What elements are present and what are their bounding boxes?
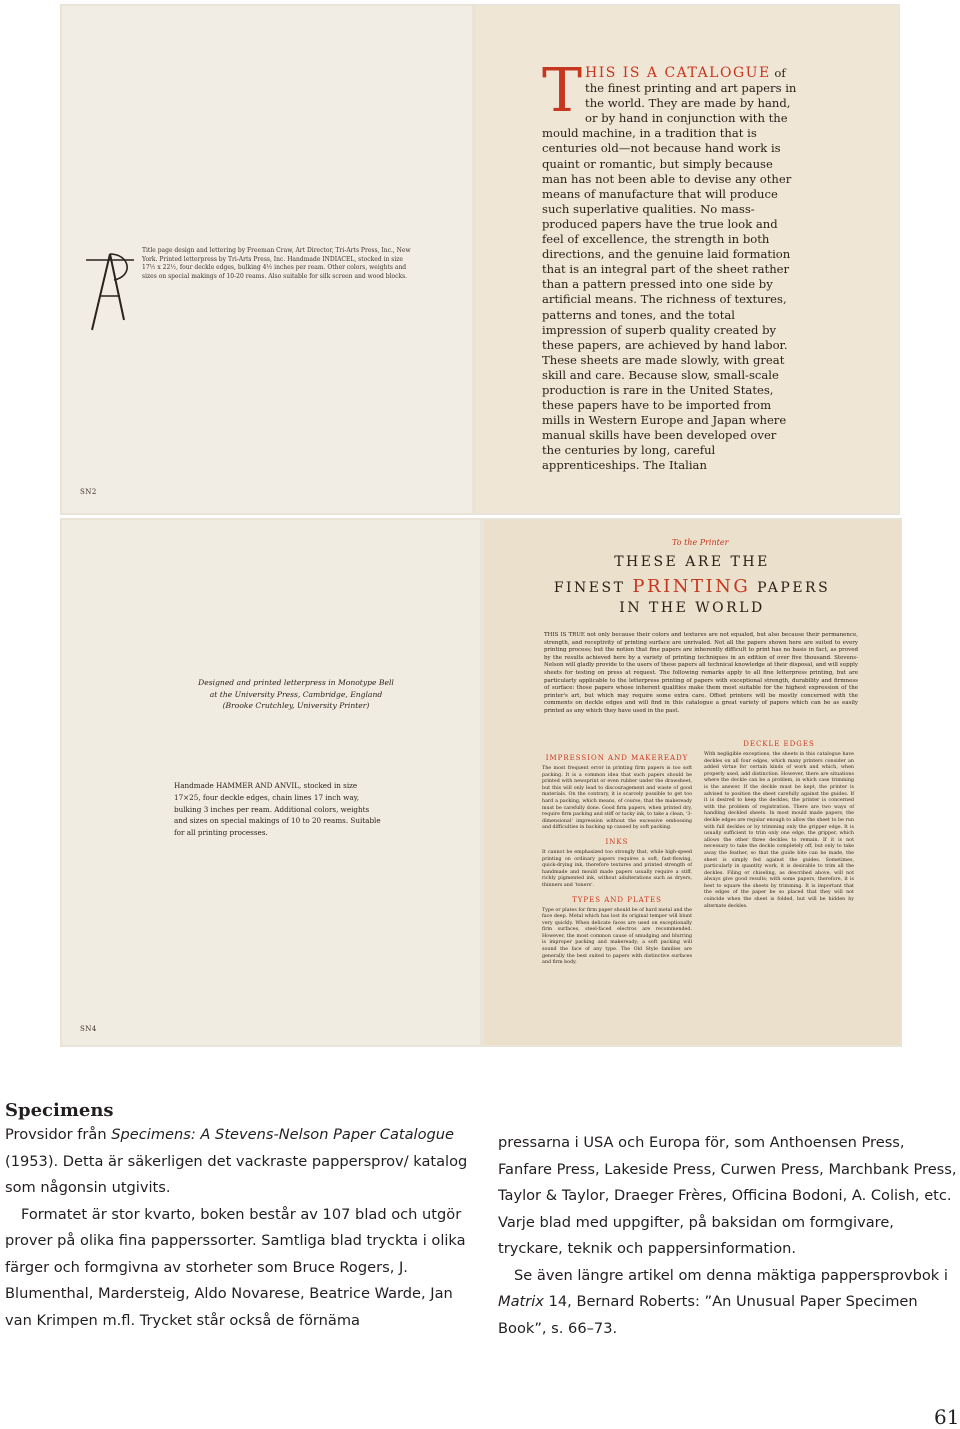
right-text-column bbox=[704, 740, 854, 910]
impression-heading: IMPRESSION AND MAKEREADY bbox=[545, 754, 689, 762]
colophon-body: Handmade HAMMER AND ANVIL, stocked in size 17×25, four deckle edges, chain lines 17 inch way, bulking 3 inches per ream. Additional colors, weights and sizes on special makings of 10 to 20 reams. Suitable for all printing processes. bbox=[174, 781, 381, 838]
headline-line-2 bbox=[484, 576, 900, 597]
spread1-left-page bbox=[62, 6, 472, 513]
caption-left-column bbox=[5, 1100, 475, 1334]
page-code: SN4 bbox=[80, 1025, 97, 1033]
intro-paragraph: THIS IS TRUE not only because their colors and textures are not equaled, but also because their permanence, strength, and receptivity of printing surface are unrivaled. Not all the papers shown here are suited to every printing process; but the notion that fine papers are inherently difficult to print has no basis in fact, as proved by the results achieved here by a variety of printing techniques in an edition of over five thousand. Stevens-Nelson will gladly provide to the users of these papers all technical knowledge at their disposal, and will supply sheets for testing on press at request. The following remarks apply to all fine letterpress printing, but are particularly applicable to the letterpress printing of papers with exceptional strength, durability and firmness of surface: those papers whose inherent qualities make them most suitable for the highest expression of the printer's art, but which may require some extra care. Offset printers will be mostly concerned with the comments on deckle edges and will find in this catalogue a great variety of papers which can be as easily printed as any which they have used in the past. bbox=[544, 632, 858, 714]
caption-paragraph-1 bbox=[5, 1122, 475, 1202]
tp-monogram-icon bbox=[84, 250, 136, 332]
headline-papers: PAPERS bbox=[757, 580, 831, 596]
left-text-column bbox=[542, 754, 692, 967]
catalogue-lead-text bbox=[542, 56, 798, 474]
caption-paragraph-4 bbox=[498, 1263, 958, 1343]
headline-printing: PRINTING bbox=[632, 576, 751, 597]
caption-title: Specimens bbox=[5, 1100, 114, 1121]
headline-line-3: IN THE WORLD bbox=[619, 600, 765, 616]
deckle-body: With negligible exceptions, the sheets in this catalogue have deckles on all four edges, which many printers consider an added virtue for certain kinds of work and which, when properly used, add distinction. However, there are situations where the deckle can be a problem, in which case trimming is the answer. If the deckle must be kept, the printer is advised to position the sheet carefully against the guides. If it is desired to keep the deckles, the printer is concerned with the problem of registration. There are two ways of handling deckled sheets. In most mould made papers, the deckle edges are regular enough to allow the sheet to be run with full deckles or by trimming only the gripper edge. It is usually sufficient to trim only one edge, the gripper, which allows the other three deckles to remain. If it is not necessary to take the deckle completely off, but only to take away the feather, so that the guide bite can be made, the sheet is simply fed against the guides. Sometimes, particularly in quantity work, it is desirable to trim all the deckles. Filing or chiseling, as described above, will not always give good results; with some papers, therefore, it is best to square the sheets by trimming. It is important that the edges of the paper be so placed that they will not coincide when the sheet is folded, but will be hidden by alternate deckles. bbox=[704, 752, 854, 909]
types-body: Type or plates for firm paper should be of hard metal and the face deep. Metal which has lost its original temper will blunt very quickly. When delicate faces are used on exceptionally firm surfaces, steel-faced electros are recommended. However, the most common cause of smudging and blurring is improper packing and makeready; a soft packing will sound the face of any type. The Old Style families are generally the best suited to papers with distinctive surfaces and firm body. bbox=[542, 907, 692, 966]
caption-text: Se även längre artikel om denna mäktiga pappersprovbok i bbox=[514, 1266, 948, 1284]
headline-line-1: THESE ARE THE bbox=[614, 554, 770, 570]
inks-body: It cannot be emphasized too strongly that, while high-speed printing on ordinary papers requires a soft, fast-flowing, quick-drying ink, therefore textures and printed strength of handmade and mould made papers usually require a stiff, richly pigmented ink, without adulterations such as dryers, thinners and 'toners'. bbox=[542, 849, 692, 888]
caption-text: (1953). Detta är säkerligen det vackraste pappersprov/ katalog som någonsin utgivits. bbox=[5, 1152, 468, 1196]
caption-paragraph-3: pressarna i USA och Europa för, som Anthoensen Press, Fanfare Press, Lakeside Press, Curwen Press, Marchbank Press, Taylor & Taylor, Draeger Frères, Officina Bodoni, A. Colish, etc. Varje blad med uppgifter, på baksidan om formgivare, tryckare, teknik och pappersinformation. bbox=[498, 1134, 957, 1257]
headline-finest: FINEST bbox=[553, 580, 626, 596]
impression-body: The most frequent error in printing firm papers is too soft packing. It is a common idea that such papers should be printed with newsprint or even rubber under the drawsheet, but this will only lead to discouragement and waste of good materials. On the contrary, it is scarcely possible to get too hard a packing, which means, of course, that the makeready must be carefully done. Good firm papers, when printed dry, require firm packing and stiff or tacky ink, to take a clean, '3-dimensional' impression without the excessive embossing and difficulties in backing up caused by soft packing. bbox=[542, 766, 692, 831]
colophon-text: Title page design and lettering by Freeman Craw, Art Director, Tri-Arts Press, Inc., New York. Printed letterpress by Tri-Arts Press, Inc. Handmade INDIACEL, stocked in size 17½ x 22½, four deckle edges, bulking 4½ inches per ream. Other colors, weights and sizes on special makings of 10-20 reams. Also suitable for silk screen and wood blocks. bbox=[142, 247, 411, 280]
colophon-title: Designed and printed letterpress in Monotype Bell at the University Press, Cambridge, England (Brooke Crutchley, University Printer) bbox=[198, 678, 394, 711]
types-heading: TYPES AND PLATES bbox=[572, 895, 662, 904]
lead-body: of the finest printing and art papers in the world. They are made by hand, or by hand in conjunction with the mould machine, in a tradition that is centuries old—not because hand work is quaint or romantic, but simply because man has not been able to devise any other means of manufacture that will produce such superlative qualities. No mass-produced papers have the true look and feel of excellence, the strength in both directions, and the genuine laid formation that is an integral part of the sheet rather than a pattern pressed into one side by artificial means. The richness of textures, patterns and tones, and the total impression of superb quality created by these papers, are achieved by hand labor. These sheets are made slowly, with great skill and care. Because slow, small-scale production is rare in the United States, these papers have to be imported from mills in Western Europe and Japan where manual skills have been developed over the centuries by long, careful apprenticeships. The Italian bbox=[542, 66, 797, 473]
caption-text: 14, Bernard Roberts: ”An Unusual Paper Specimen Book”, s. 66–73. bbox=[498, 1293, 918, 1337]
caption-paragraph-2: Formatet är stor kvarto, boken består av 107 blad och utgör prover på olika fina papperssorter. Samtliga blad tryckta i olika färger och formgivna av storheter som Bruce Rogers, J. Blumenthal, Mardersteig, Aldo Novarese, Beatrice Warde, Jan van Krimpen m.fl. Trycket står också de förnäma bbox=[5, 1205, 466, 1329]
caption-journal-title: Matrix bbox=[498, 1293, 544, 1310]
lead-heading: HIS IS A CATALOGUE bbox=[585, 65, 771, 81]
caption-text: Provsidor från bbox=[5, 1126, 112, 1143]
inks-heading: INKS bbox=[605, 837, 629, 846]
to-printer-label: To the Printer bbox=[672, 538, 729, 547]
page-code: SN2 bbox=[80, 488, 97, 496]
caption-right-column bbox=[498, 1130, 958, 1342]
drop-cap: T bbox=[542, 56, 583, 126]
deckle-heading: DECKLE EDGES bbox=[743, 740, 815, 748]
page-number: 61 bbox=[934, 1405, 960, 1429]
caption-book-title: Specimens: A Stevens-Nelson Paper Catalogue bbox=[111, 1126, 455, 1143]
